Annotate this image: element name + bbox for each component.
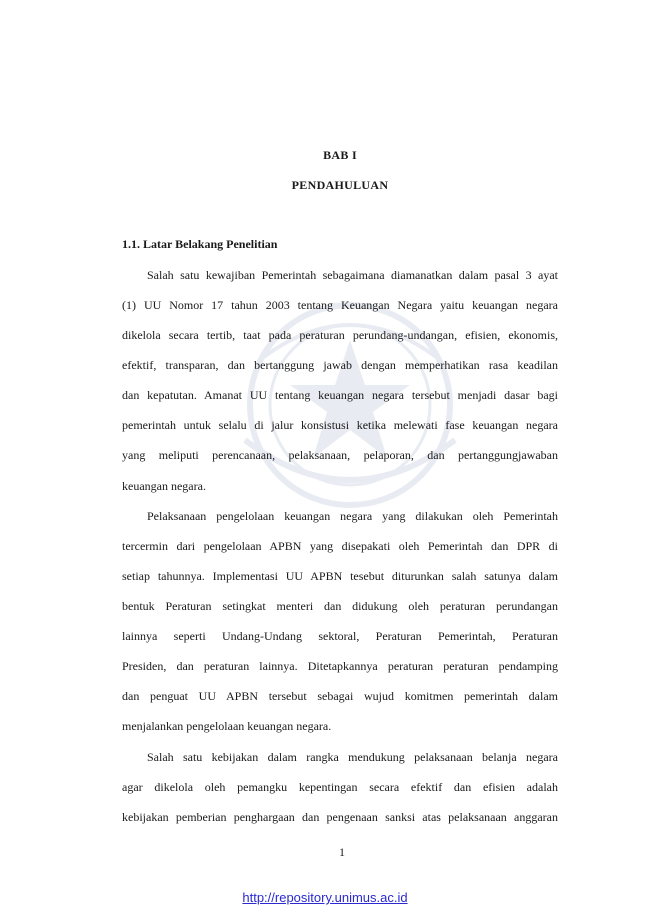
body-line: pemerintah untuk selalu di jalur konsistusi ketika melewati fase keuangan negara	[122, 418, 558, 432]
body-line: Salah satu kebijakan dalam rangka mendukung pelaksanaan belanja negara	[147, 750, 558, 764]
body-line: dan penguat UU APBN tersebut sebagai wujud komitmen pemerintah dalam	[122, 689, 558, 703]
body-line: menjalankan pengelolaan keuangan negara.	[122, 719, 332, 733]
chapter-number: BAB I	[323, 148, 357, 162]
body-line: (1) UU Nomor 17 tahun 2003 tentang Keuangan Negara yaitu keuangan negara	[122, 298, 558, 312]
body-line: agar dikelola oleh pemangku kepentingan secara efektif dan efisien adalah	[122, 780, 558, 794]
repository-link[interactable]: http://repository.unimus.ac.id	[242, 890, 408, 905]
body-line: setiap tahunnya. Implementasi UU APBN tesebut diturunkan salah satunya dalam	[122, 569, 558, 583]
body-line: Presiden, dan peraturan lainnya. Ditetapkannya peraturan peraturan pendamping	[122, 659, 558, 673]
body-line: efektif, transparan, dan bertanggung jawab dengan memperhatikan rasa keadilan	[122, 358, 558, 372]
body-line: dan kepatutan. Amanat UU tentang keuangan negara tersebut menjadi dasar bagi	[122, 388, 558, 402]
section-heading: 1.1. Latar Belakang Penelitian	[122, 237, 278, 251]
body-line: Salah satu kewajiban Pemerintah sebagaimana diamanatkan dalam pasal 3 ayat	[147, 268, 558, 282]
body-line: tercermin dari pengelolaan APBN yang disepakati oleh Pemerintah dan DPR di	[122, 539, 558, 553]
body-line: lainnya seperti Undang-Undang sektoral, Peraturan Pemerintah, Peraturan	[122, 629, 558, 643]
body-line: bentuk Peraturan setingkat menteri dan didukung oleh peraturan perundangan	[122, 599, 558, 613]
body-line: kebijakan pemberian penghargaan dan pengenaan sanksi atas pelaksanaan anggaran	[122, 810, 558, 824]
chapter-title: PENDAHULUAN	[291, 178, 389, 192]
page-number: 1	[339, 845, 345, 859]
body-line: yang meliputi perencanaan, pelaksanaan, pelaporan, dan pertanggungjawaban	[122, 448, 558, 462]
body-line: dikelola secara tertib, taat pada peraturan perundang-undangan, efisien, ekonomis,	[122, 328, 558, 342]
body-line: Pelaksanaan pengelolaan keuangan negara yang dilakukan oleh Pemerintah	[147, 509, 558, 523]
body-line: keuangan negara.	[122, 479, 206, 493]
